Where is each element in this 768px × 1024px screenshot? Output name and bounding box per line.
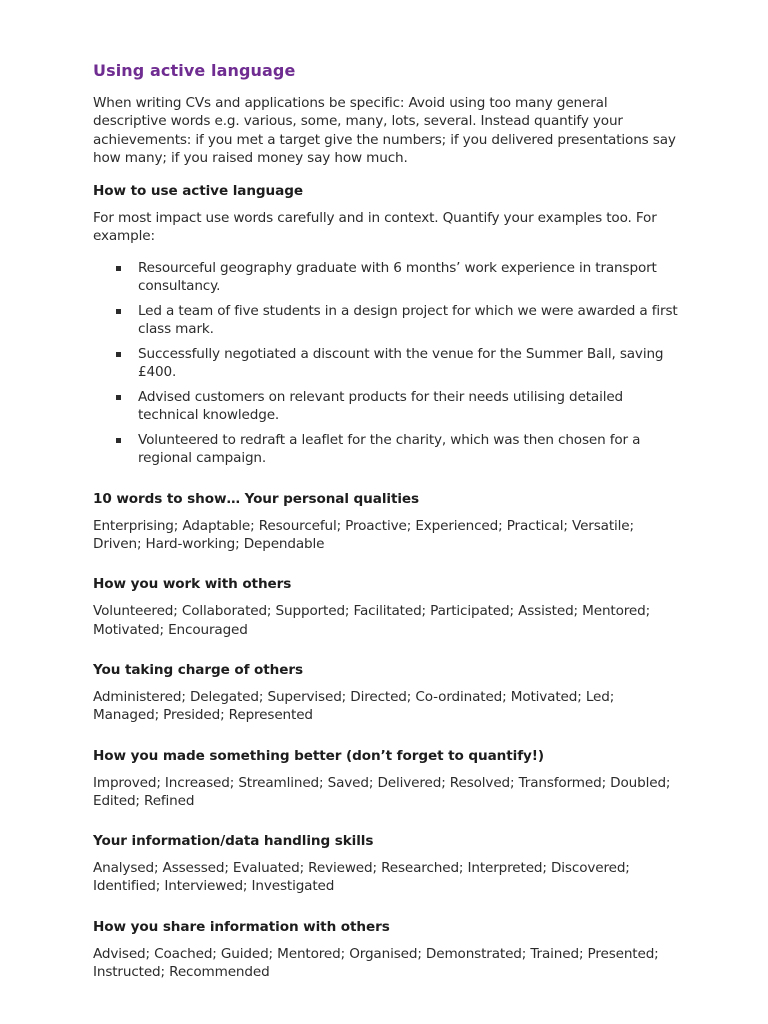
word-section-taking-charge <box>93 661 683 725</box>
section-heading: How you made something better (don’t forget to quantify!) <box>93 747 544 764</box>
example-item <box>93 259 683 296</box>
word-section-share-information <box>93 918 683 982</box>
section-words: Administered; Delegated; Supervised; Directed; Co-ordinated; Motivated; Led; Managed; Presided; Represented <box>93 688 615 724</box>
word-section-work-with-others <box>93 575 683 639</box>
example-item <box>93 345 683 382</box>
example-list <box>93 259 683 468</box>
section-words: Analysed; Assessed; Evaluated; Reviewed; Researched; Interpreted; Discovered; Identified; Interviewed; Investigated <box>93 860 630 895</box>
bullet-square-icon <box>116 266 121 271</box>
word-sections <box>93 490 683 982</box>
howto-paragraph: For most impact use words carefully and in context. Quantify your examples too. For example: <box>93 210 657 245</box>
section-heading: How you work with others <box>93 576 292 593</box>
example-text: Volunteered to redraft a leaflet for the charity, which was then chosen for a regional campaign. <box>138 432 641 467</box>
document-page <box>93 58 683 981</box>
section-words: Enterprising; Adaptable; Resourceful; Proactive; Experienced; Practical; Versatile; Driven; Hard-working; Dependable <box>93 517 634 553</box>
example-text: Resourceful geography graduate with 6 months’ work experience in transport consultancy. <box>138 259 657 295</box>
bullet-square-icon <box>116 309 121 314</box>
example-item <box>93 302 683 339</box>
example-text: Successfully negotiated a discount with the venue for the Summer Ball, saving £400. <box>138 345 664 381</box>
section-words: Improved; Increased; Streamlined; Saved; Delivered; Resolved; Transformed; Doubled; Edited; Refined <box>93 774 671 809</box>
example-item <box>93 388 683 425</box>
word-section-personal-qualities <box>93 490 683 554</box>
example-text: Led a team of five students in a design project for which we were awarded a first class mark. <box>138 302 678 338</box>
example-item <box>93 431 683 468</box>
example-text: Advised customers on relevant products for their needs utilising detailed technical knowledge. <box>138 389 624 424</box>
section-words: Volunteered; Collaborated; Supported; Facilitated; Participated; Assisted; Mentored; Motivated; Encouraged <box>93 603 651 638</box>
bullet-square-icon <box>116 395 121 400</box>
bullet-square-icon <box>116 438 121 443</box>
intro-paragraph: When writing CVs and applications be specific: Avoid using too many general descriptive words e.g. various, some, many, lots, several. Instead quantify your achievements: if you met a target give the numbers; if you delivered presentations say how many; if you raised money say how much. <box>93 95 676 166</box>
word-section-made-better <box>93 747 683 811</box>
word-section-data-handling <box>93 832 683 896</box>
section-heading: 10 words to show… Your personal qualities <box>93 490 420 507</box>
section-heading: Your information/data handling skills <box>93 833 374 850</box>
section-words: Advised; Coached; Guided; Mentored; Organised; Demonstrated; Trained; Presented; Instructed; Recommended <box>93 945 659 981</box>
section-heading: You taking charge of others <box>93 661 303 678</box>
section-heading: How you share information with others <box>93 918 390 935</box>
bullet-square-icon <box>116 352 121 357</box>
page-title: Using active language <box>93 61 296 80</box>
howto-heading: How to use active language <box>93 183 303 200</box>
